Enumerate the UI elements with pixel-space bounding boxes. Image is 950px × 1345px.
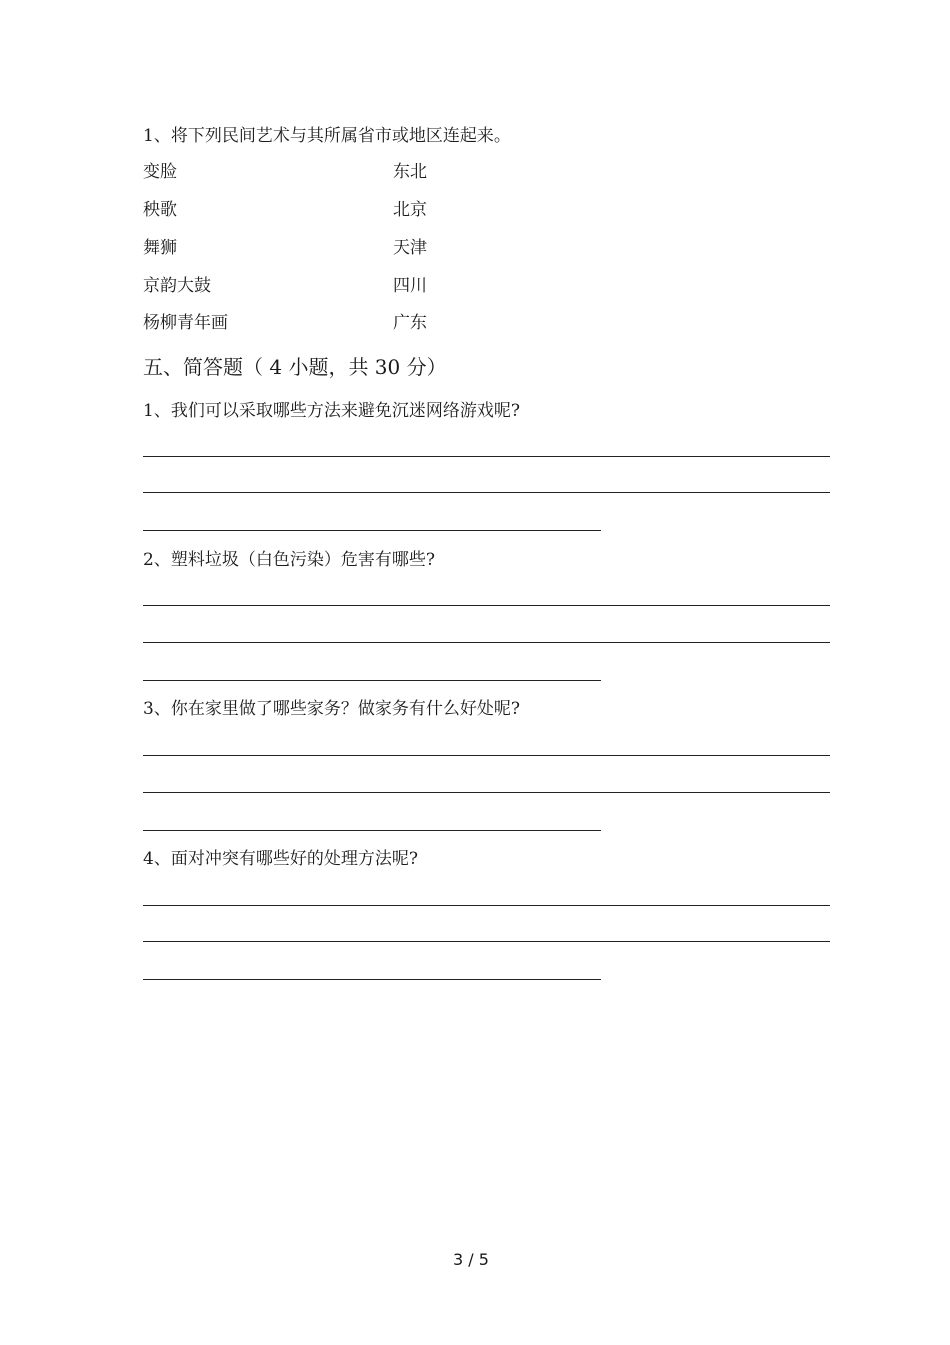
left-item[interactable]: 变脸 xyxy=(143,162,177,182)
answer-line[interactable] xyxy=(143,456,830,457)
section-heading: 五、简答题（ 4 小题，共 30 分） xyxy=(143,355,447,379)
right-item[interactable]: 四川 xyxy=(393,276,427,296)
answer-line[interactable] xyxy=(143,642,830,643)
short-answer-question: 2、塑料垃圾（白色污染）危害有哪些? xyxy=(143,550,435,570)
answer-line[interactable] xyxy=(143,830,601,831)
left-item[interactable]: 舞狮 xyxy=(143,238,177,258)
right-item[interactable]: 广东 xyxy=(393,313,427,333)
answer-line[interactable] xyxy=(143,979,601,980)
answer-line[interactable] xyxy=(143,941,830,942)
answer-line[interactable] xyxy=(143,792,830,793)
left-item[interactable]: 秧歌 xyxy=(143,200,177,220)
right-item[interactable]: 北京 xyxy=(393,200,427,220)
answer-line[interactable] xyxy=(143,680,601,681)
left-item[interactable]: 京韵大鼓 xyxy=(143,276,211,296)
answer-line[interactable] xyxy=(143,492,830,493)
answer-line[interactable] xyxy=(143,530,601,531)
page-number: 3 / 5 xyxy=(453,1250,489,1269)
left-item[interactable]: 杨柳青年画 xyxy=(143,313,228,333)
short-answer-question: 3、你在家里做了哪些家务？做家务有什么好处呢? xyxy=(143,699,520,719)
short-answer-question: 1、我们可以采取哪些方法来避免沉迷网络游戏呢? xyxy=(143,401,520,421)
right-item[interactable]: 天津 xyxy=(393,238,427,258)
answer-line[interactable] xyxy=(143,755,830,756)
short-answer-question: 4、面对冲突有哪些好的处理方法呢? xyxy=(143,849,418,869)
answer-line[interactable] xyxy=(143,605,830,606)
right-item[interactable]: 东北 xyxy=(393,162,427,182)
matching-question: 1、将下列民间艺术与其所属省市或地区连起来。 xyxy=(143,126,511,146)
answer-line[interactable] xyxy=(143,905,830,906)
